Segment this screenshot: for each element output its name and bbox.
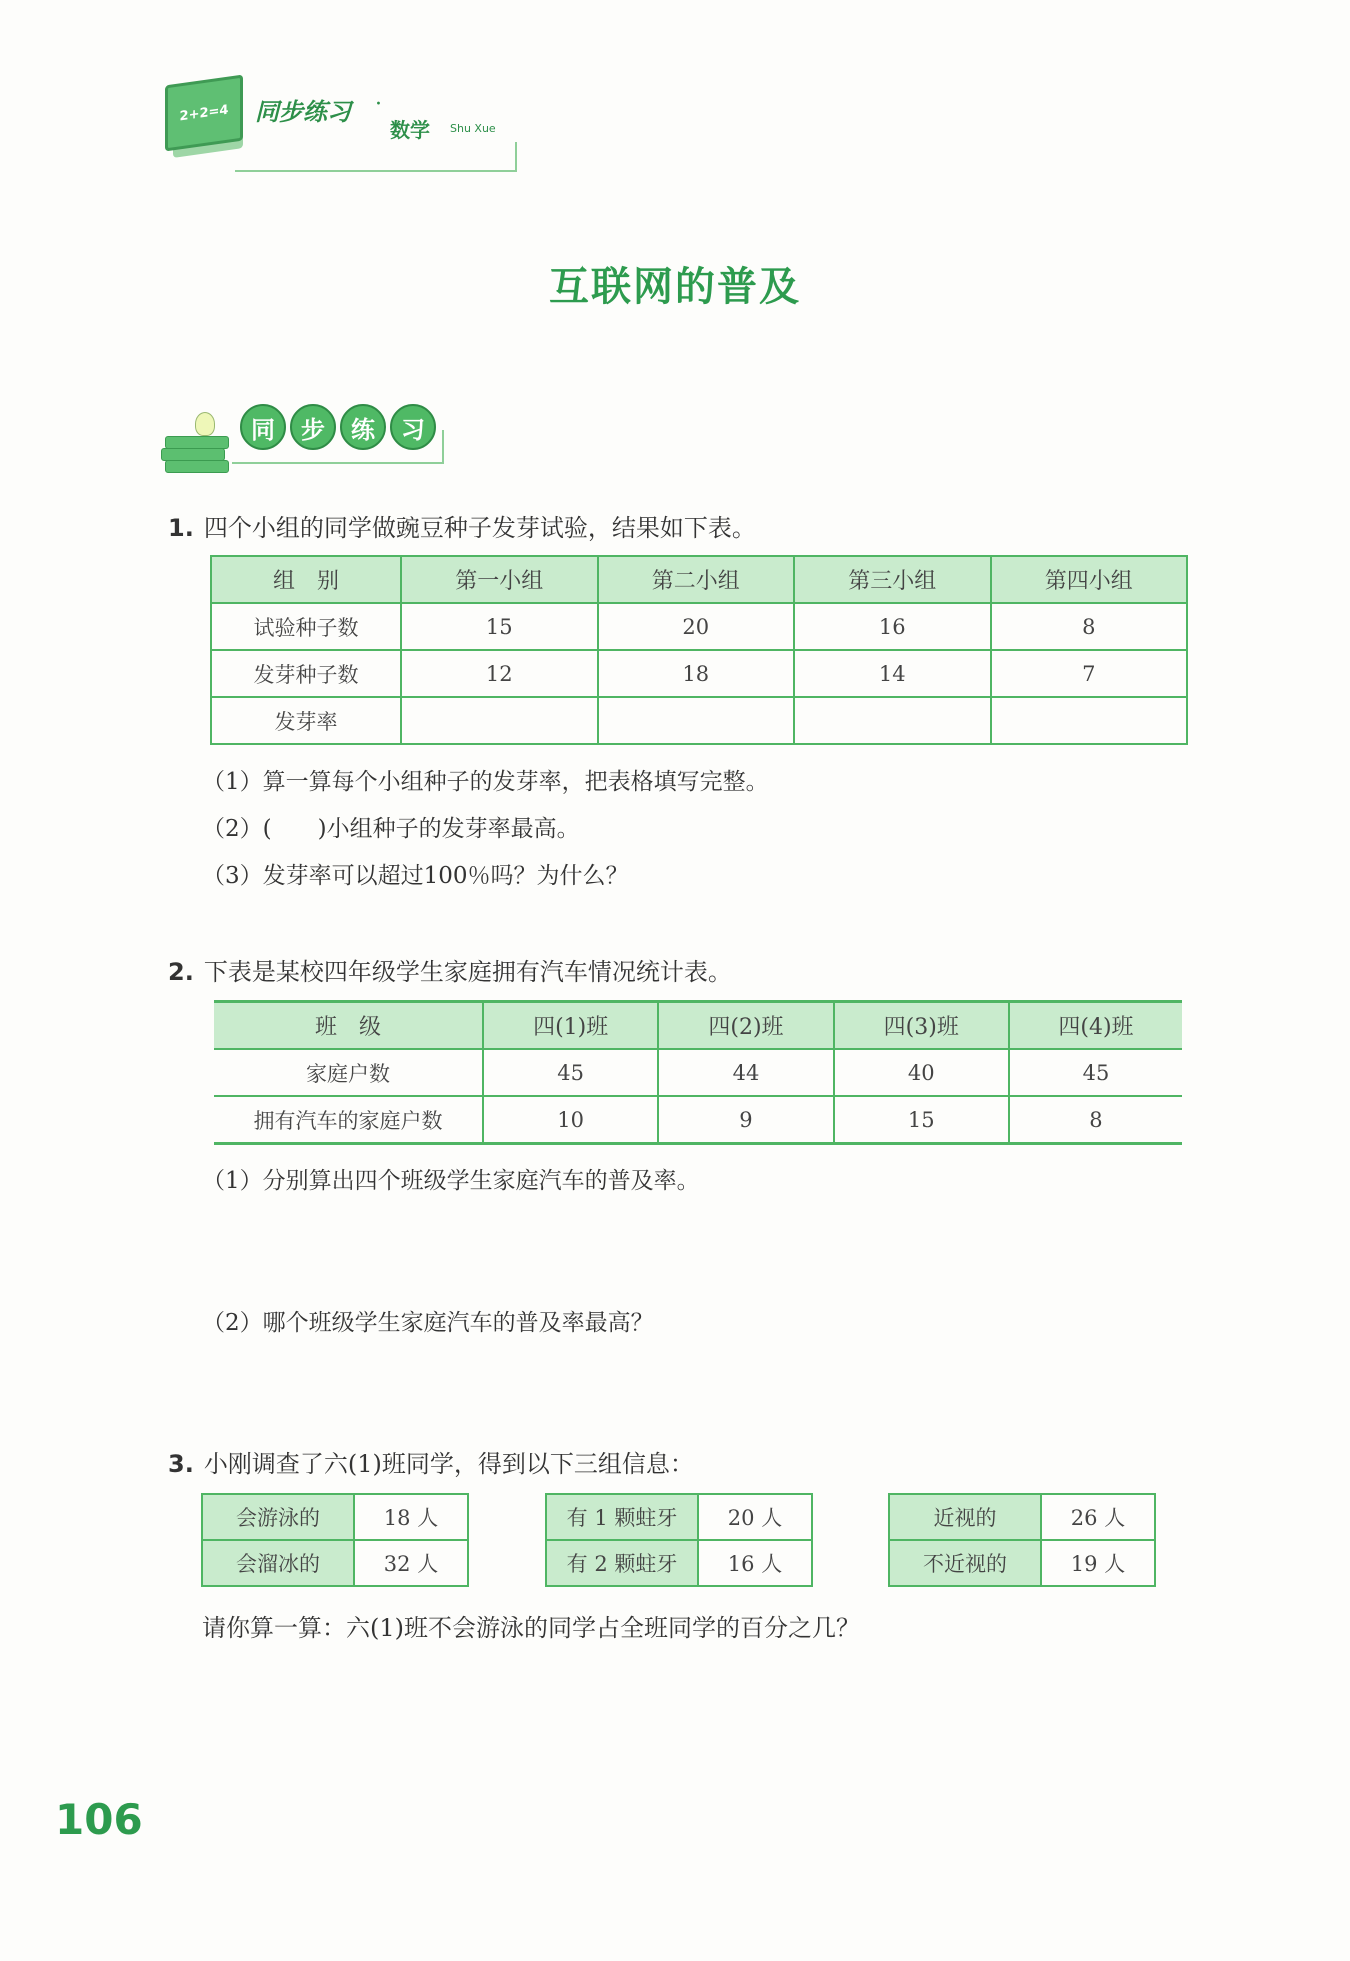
subject-pinyin: Shu Xue <box>450 122 496 135</box>
table-cell: 15 <box>834 1096 1009 1144</box>
table-cell: 第四小组 <box>991 556 1188 603</box>
table-cell: 班 级 <box>214 1002 483 1050</box>
table-row <box>889 1494 1155 1540</box>
table-header-row <box>214 1002 1182 1050</box>
table-cell: 家庭户数 <box>214 1049 483 1096</box>
section-char-3: 练 <box>340 404 386 450</box>
table-cell: 四(4)班 <box>1009 1002 1182 1050</box>
table-cell: 第三小组 <box>794 556 991 603</box>
table-cell: 发芽种子数 <box>211 650 401 697</box>
table-row <box>214 1096 1182 1144</box>
table-cell: 9 <box>658 1096 833 1144</box>
table-cell: 8 <box>1009 1096 1182 1144</box>
table-cell: 四(1)班 <box>483 1002 658 1050</box>
table-header-row <box>211 556 1187 603</box>
table-cell: 26 人 <box>1041 1494 1155 1540</box>
question-text: 下表是某校四年级学生家庭拥有汽车情况统计表。 <box>203 958 732 986</box>
table-cell: 拥有汽车的家庭户数 <box>214 1096 483 1144</box>
table-cell: 会溜冰的 <box>202 1540 354 1586</box>
table-cell: 第一小组 <box>401 556 598 603</box>
q1-sub-1: （1）算一算每个小组种子的发芽率，把表格填写完整。 <box>202 769 769 795</box>
table-cell: 40 <box>834 1049 1009 1096</box>
question-3 <box>168 1444 694 1479</box>
table-cell: 32 人 <box>354 1540 468 1586</box>
question-number: 2. <box>168 958 194 986</box>
lightbulb-icon <box>195 412 215 436</box>
section-char-2: 步 <box>290 404 336 450</box>
books-icon <box>165 412 225 464</box>
table-cell: 45 <box>1009 1049 1182 1096</box>
eyesight-table <box>888 1493 1156 1587</box>
car-ownership-table <box>214 1000 1182 1145</box>
table-cell: 16 <box>794 603 991 650</box>
cavity-table <box>545 1493 813 1587</box>
table-cell: 18 <box>598 650 795 697</box>
page-number: 106 <box>55 1795 143 1844</box>
q2-sub-2: （2）哪个班级学生家庭汽车的普及率最高？ <box>202 1310 654 1336</box>
q1-sub-2: （2）( )小组种子的发芽率最高。 <box>202 816 580 842</box>
table-cell: 组 别 <box>211 556 401 603</box>
blackboard-icon: 2+2=4 <box>165 75 243 152</box>
header-dot: · <box>375 92 382 117</box>
table-cell: 7 <box>991 650 1188 697</box>
table-cell: 第二小组 <box>598 556 795 603</box>
table-row <box>211 650 1187 697</box>
q1-sub-3: （3）发芽率可以超过100％吗？为什么？ <box>202 863 629 889</box>
table-cell: 44 <box>658 1049 833 1096</box>
q2-sub-1: （1）分别算出四个班级学生家庭汽车的普及率。 <box>202 1168 700 1194</box>
question-number: 1. <box>168 514 194 542</box>
table-row <box>546 1540 812 1586</box>
table-row <box>202 1494 468 1540</box>
page-title: 互联网的普及 <box>549 263 801 310</box>
table-row <box>214 1049 1182 1096</box>
answer-cell[interactable] <box>598 697 795 744</box>
table-cell: 有 1 颗蛀牙 <box>546 1494 698 1540</box>
table-cell: 18 人 <box>354 1494 468 1540</box>
table-cell: 四(2)班 <box>658 1002 833 1050</box>
table-row <box>546 1494 812 1540</box>
table-cell: 会游泳的 <box>202 1494 354 1540</box>
subject-label: 数学 <box>390 118 430 142</box>
header-underline <box>235 142 517 172</box>
answer-cell[interactable] <box>794 697 991 744</box>
table-cell: 10 <box>483 1096 658 1144</box>
page-header <box>165 70 525 160</box>
table-cell: 四(3)班 <box>834 1002 1009 1050</box>
answer-cell[interactable] <box>991 697 1188 744</box>
series-title: 同步练习 <box>255 98 351 126</box>
table-row <box>211 603 1187 650</box>
q3-prompt: 请你算一算：六(1)班不会游泳的同学占全班同学的百分之几？ <box>202 1614 860 1642</box>
table-cell: 近视的 <box>889 1494 1041 1540</box>
table-cell: 19 人 <box>1041 1540 1155 1586</box>
table-cell: 15 <box>401 603 598 650</box>
table-cell: 12 <box>401 650 598 697</box>
table-cell: 20 人 <box>698 1494 812 1540</box>
table-cell: 发芽率 <box>211 697 401 744</box>
table-cell: 试验种子数 <box>211 603 401 650</box>
table-cell: 45 <box>483 1049 658 1096</box>
table-cell: 14 <box>794 650 991 697</box>
question-number: 3. <box>168 1450 194 1478</box>
table-cell: 不近视的 <box>889 1540 1041 1586</box>
answer-cell[interactable] <box>401 697 598 744</box>
table-cell: 20 <box>598 603 795 650</box>
germination-table <box>210 555 1188 745</box>
question-text: 小刚调查了六(1)班同学，得到以下三组信息： <box>203 1450 694 1478</box>
section-char-4: 习 <box>390 404 436 450</box>
section-badge <box>160 390 450 470</box>
table-cell: 8 <box>991 603 1188 650</box>
table-cell: 16 人 <box>698 1540 812 1586</box>
table-row <box>202 1540 468 1586</box>
question-1 <box>168 508 756 543</box>
table-row <box>889 1540 1155 1586</box>
question-2 <box>168 952 732 987</box>
table-cell: 有 2 颗蛀牙 <box>546 1540 698 1586</box>
question-text: 四个小组的同学做豌豆种子发芽试验，结果如下表。 <box>203 514 756 542</box>
swim-skate-table <box>201 1493 469 1587</box>
table-row <box>211 697 1187 744</box>
section-char-1: 同 <box>240 404 286 450</box>
